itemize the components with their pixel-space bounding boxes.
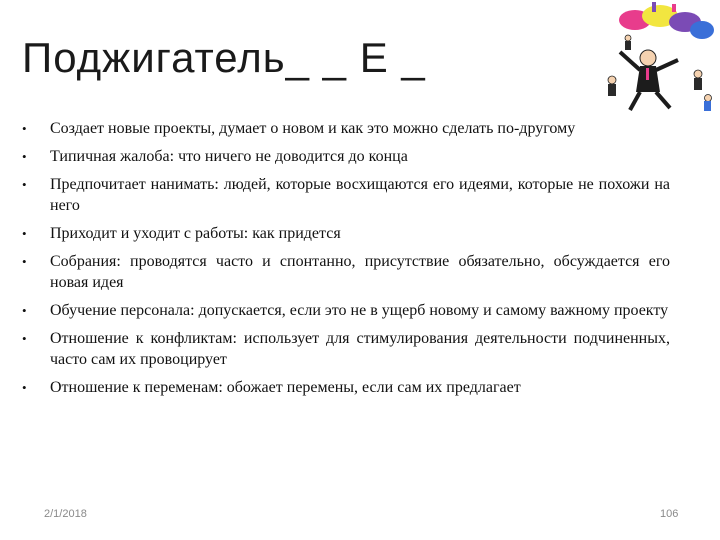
bullet-icon: • — [22, 177, 27, 192]
list-item — [20, 300, 670, 321]
slide-page-number: 106 — [660, 508, 679, 520]
bullet-icon: • — [22, 303, 27, 318]
bullet-text: Обучение персонала: допускается, если это не в ущерб новому и самому важному проекту — [50, 302, 669, 319]
list-item — [20, 328, 670, 370]
slide-title: Поджигатель_ _ Е _ — [22, 34, 426, 81]
bullet-text: Отношение к переменам: обожает перемены, если сам их предлагает — [50, 379, 521, 396]
bullet-text: Типичная жалоба: что ничего не доводится до конца — [50, 148, 408, 165]
list-item — [20, 251, 670, 293]
list-item — [20, 146, 670, 167]
bullet-icon: • — [22, 121, 27, 136]
bullet-list — [20, 118, 670, 405]
bullet-text: Отношение к конфликтам: использует для стимулирования деятельности подчиненных, часто сам их провоцирует — [50, 330, 670, 368]
businessman-clipart-icon — [590, 0, 720, 120]
bullet-text: Собрания: проводятся часто и спонтанно, присутствие обязательно, обсуждается его новая идея — [50, 253, 670, 291]
bullet-icon: • — [22, 149, 27, 164]
bullet-text: Предпочитает нанимать: людей, которые восхищаются его идеями, которые не похожи на него — [50, 176, 670, 214]
list-item — [20, 118, 670, 139]
bullet-icon: • — [22, 254, 27, 269]
bullet-text: Приходит и уходит с работы: как придется — [50, 225, 341, 242]
bullet-icon: • — [22, 226, 27, 241]
list-item — [20, 377, 670, 398]
bullet-text: Создает новые проекты, думает о новом и как это можно сделать по-другому — [50, 120, 576, 137]
bullet-icon: • — [22, 331, 27, 346]
list-item — [20, 223, 670, 244]
bullet-icon: • — [22, 380, 27, 395]
list-item — [20, 174, 670, 216]
slide-date: 2/1/2018 — [44, 508, 87, 520]
